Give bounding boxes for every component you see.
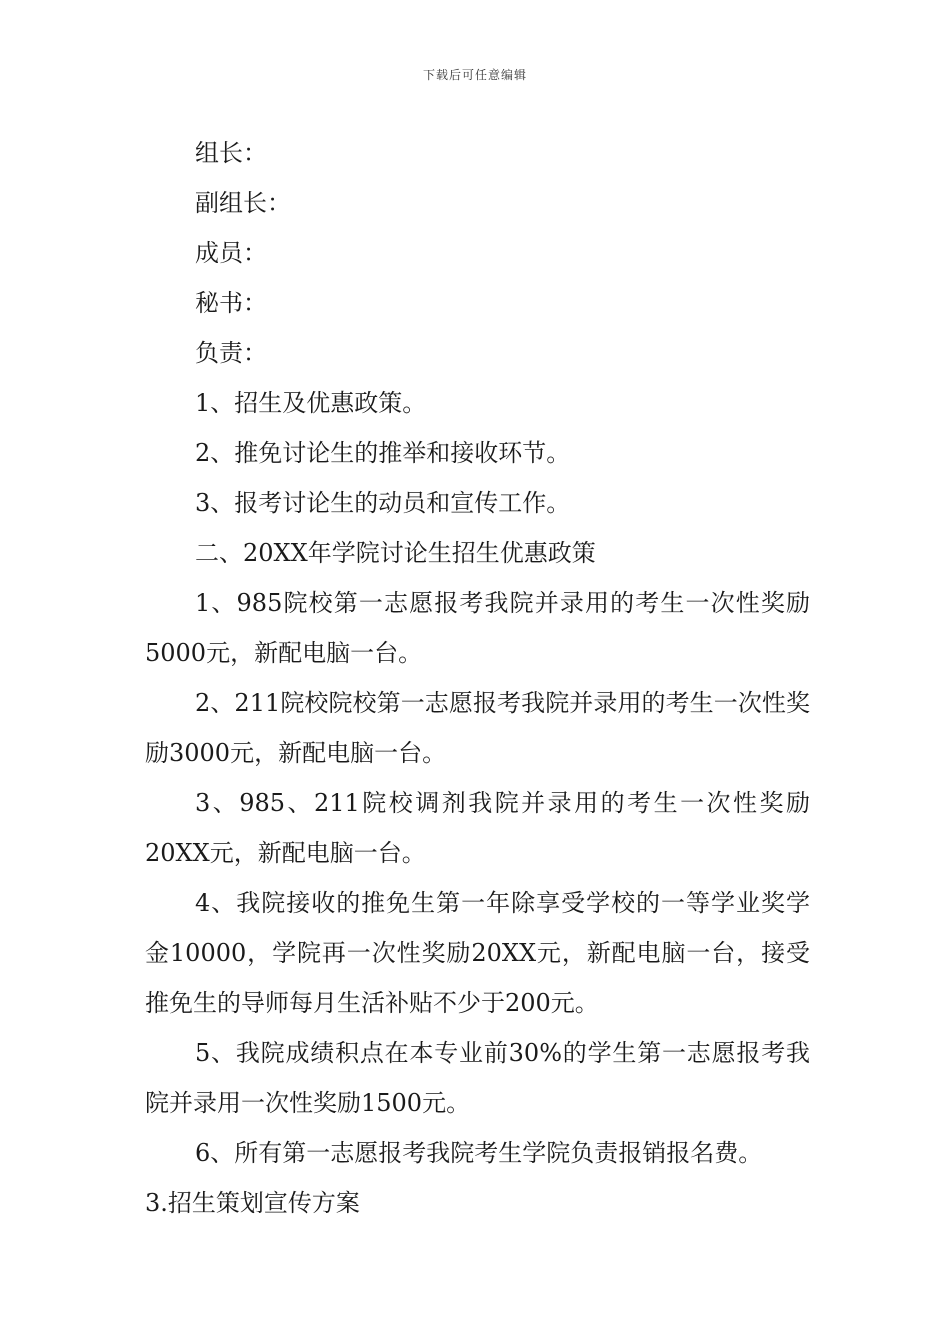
duty-item: 2、推免讨论生的推举和接收环节。 bbox=[195, 439, 571, 467]
duty-item: 3、报考讨论生的动员和宣传工作。 bbox=[195, 489, 571, 517]
section-two-title: 二、20XX年学院讨论生招生优惠政策 bbox=[195, 539, 596, 567]
document-body bbox=[145, 128, 810, 1228]
role-members: 成员： bbox=[195, 239, 267, 267]
policy-item: 4、我院接收的推免生第一年除享受学校的一等学业奖学金10000，学院再一次性奖励20XX元，新配电脑一台，接受推免生的导师每月生活补贴不少于200元。 bbox=[145, 889, 810, 1017]
policy-item: 3、985、211院校调剂我院并录用的考生一次性奖励20XX元，新配电脑一台。 bbox=[145, 789, 810, 867]
policy-item: 6、所有第一志愿报考我院考生学院负责报销报名费。 bbox=[195, 1139, 763, 1167]
role-leader: 组长： bbox=[195, 139, 267, 167]
role-responsible: 负责： bbox=[195, 339, 267, 367]
policy-item: 5、我院成绩积点在本专业前30%的学生第一志愿报考我院并录用一次性奖励1500元。 bbox=[145, 1039, 810, 1117]
duty-item: 1、招生及优惠政策。 bbox=[195, 389, 427, 417]
header-note: 下载后可任意编辑 bbox=[422, 68, 527, 82]
role-deputy-leader: 副组长： bbox=[195, 189, 291, 217]
policy-item: 1、985院校第一志愿报考我院并录用的考生一次性奖励5000元，新配电脑一台。 bbox=[145, 589, 810, 667]
policy-item: 2、211院校院校第一志愿报考我院并录用的考生一次性奖励3000元，新配电脑一台。 bbox=[145, 689, 810, 767]
section-three-title: 3.招生策划宣传方案 bbox=[145, 1189, 360, 1217]
role-secretary: 秘书： bbox=[195, 289, 267, 317]
